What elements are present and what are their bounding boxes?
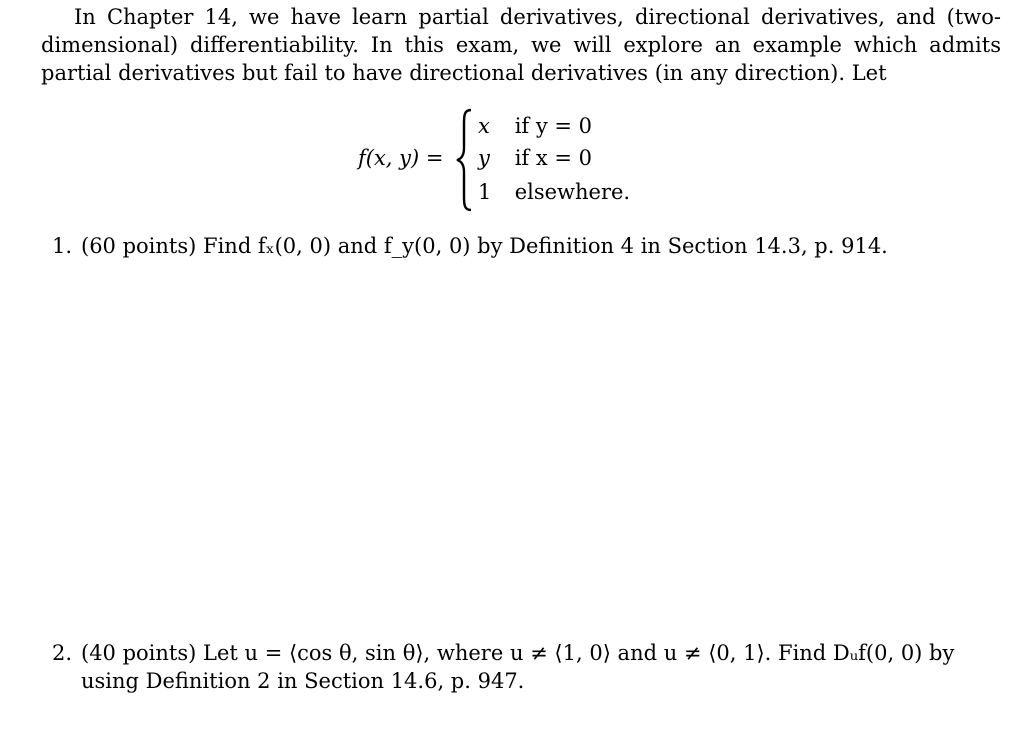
left-brace [456, 108, 474, 212]
case-value: y [478, 146, 490, 170]
piecewise-function-definition [358, 108, 658, 214]
case-value: 1 [478, 180, 492, 204]
intro-paragraph: In Chapter 14, we have learn partial derivatives, directional derivatives, and (two-dimensional) differentiability. In this exam, we will explore an example which admits partial derivatives but fail to have directional derivatives (in any direction). Let [41, 5, 1001, 85]
case-row [478, 114, 592, 138]
case-condition: if x = 0 [514, 146, 593, 170]
question-text: (60 points) Find fₓ(0, 0) and f_y(0, 0) by Definition 4 in Section 14.3, p. 914. [81, 234, 888, 258]
question-1 [52, 232, 972, 260]
case-row [478, 146, 592, 170]
question-text: (40 points) Let u = ⟨cos θ, sin θ⟩, where u ≠ ⟨1, 0⟩ and u ≠ ⟨0, 1⟩. Find Dᵤf(0, 0) by using Definition 2 in Section 14.6, p. 947. [81, 641, 955, 693]
case-row [478, 180, 630, 204]
case-value: x [478, 114, 490, 138]
function-lhs: f(x, y) = [358, 146, 444, 170]
question-2 [52, 639, 972, 695]
case-condition: elsewhere. [514, 180, 631, 204]
question-number: 2. [52, 641, 73, 665]
question-number: 1. [52, 234, 73, 258]
case-condition: if y = 0 [514, 114, 593, 138]
